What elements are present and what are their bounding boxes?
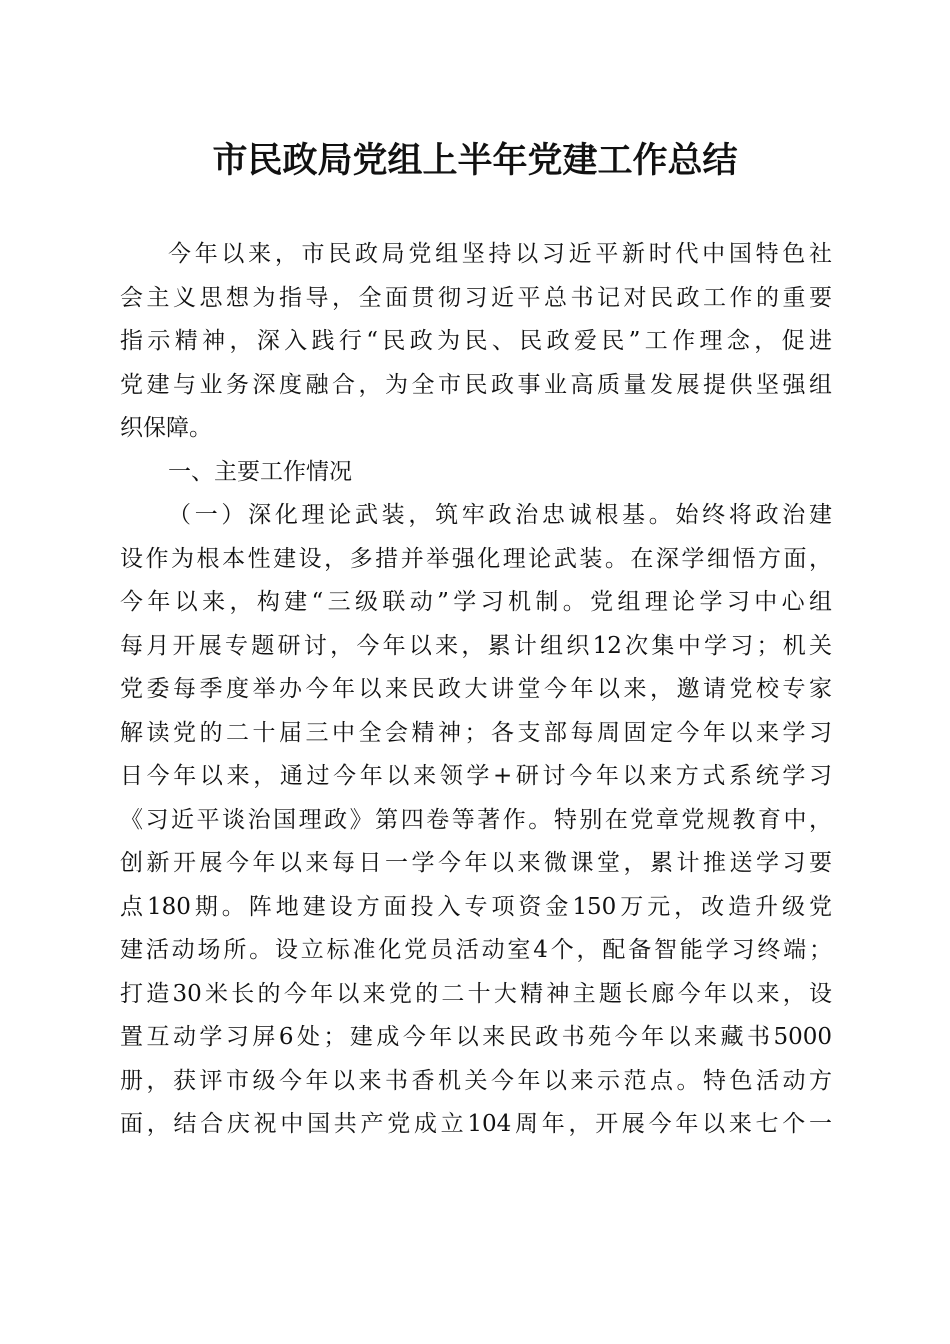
body-line: 党委每季度举办今年以来民政大讲堂今年以来，邀请党校专家 xyxy=(120,676,832,702)
document-title: 市民政局党组上半年党建工作总结 xyxy=(212,140,738,181)
intro-line: 指示精神，深入践行“民政为民、民政爱民”工作理念，促进 xyxy=(120,328,832,354)
body-line: 《习近平谈治国理政》第四卷等著作。特别在党章党规教育中， xyxy=(120,806,832,833)
intro-line: 织保障。 xyxy=(120,415,212,441)
body-line: 今年以来，构建“三级联动”学习机制。党组理论学习中心组 xyxy=(120,589,832,615)
body-line: 解读党的二十届三中全会精神；各支部每周固定今年以来学习 xyxy=(120,719,832,746)
body-line: 日今年以来，通过今年以来领学+研讨今年以来方式系统学习 xyxy=(120,763,832,789)
body-line: 打造30米长的今年以来党的二十大精神主题长廊今年以来，设 xyxy=(120,980,832,1007)
subsection-text: 始终将政治建 xyxy=(675,502,833,528)
subsection-first-line xyxy=(120,494,832,538)
subsection-heading: （一）深化理论武装，筑牢政治忠诚根基。 xyxy=(168,502,676,528)
intro-line: 今年以来，市民政局党组坚持以习近平新时代中国特色社 xyxy=(168,241,832,267)
intro-line: 党建与业务深度融合，为全市民政事业高质量发展提供坚强组 xyxy=(120,371,832,398)
section-heading: 一、主要工作情况 xyxy=(168,458,352,485)
body-line: 每月开展专题研讨，今年以来，累计组织12次集中学习；机关 xyxy=(120,632,832,659)
document-body xyxy=(120,233,832,1147)
body-line: 建活动场所。设立标准化党员活动室4个，配备智能学习终端； xyxy=(120,937,832,963)
body-line: 设作为根本性建设，多措并举强化理论武装。在深学细悟方面， xyxy=(120,545,832,572)
body-line: 册，获评市级今年以来书香机关今年以来示范点。特色活动方 xyxy=(120,1067,832,1094)
body-line: 创新开展今年以来每日一学今年以来微课堂，累计推送学习要 xyxy=(120,850,832,876)
body-line: 点180期。阵地建设方面投入专项资金150万元，改造升级党 xyxy=(120,893,832,920)
body-line: 置互动学习屏6处；建成今年以来民政书苑今年以来藏书5000 xyxy=(120,1024,832,1050)
body-line: 面，结合庆祝中国共产党成立104周年，开展今年以来七个一 xyxy=(120,1111,832,1137)
intro-line: 会主义思想为指导，全面贯彻习近平总书记对民政工作的重要 xyxy=(120,284,832,311)
